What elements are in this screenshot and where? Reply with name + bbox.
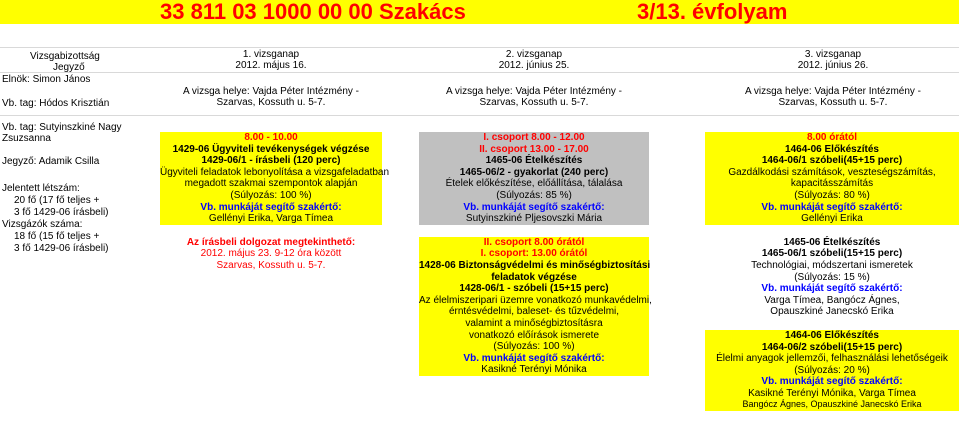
candidates-count: 3 fő 1429-06 írásbeli) [14, 243, 109, 254]
exam-description: megadott szakmai szempontok alapján [184, 178, 358, 190]
group-time: II. csoport 8.00 órától [483, 236, 585, 248]
reported-count: 3 fő 1429-06 írásbeli) [14, 207, 109, 218]
reported-count-label: Jelentett létszám: [2, 183, 80, 194]
exam-type: 1464-06/1 szóbeli(45+15 perc) [761, 155, 903, 167]
day1-exam-block [160, 132, 390, 272]
committee-heading: Vizsgabizottság [30, 51, 100, 62]
module-title: 1465-06 Ételkészítés [783, 236, 881, 248]
exam-location: A vizsga helye: Vajda Péter Intézmény - Szarvas, Kossuth u. 5-7. [182, 86, 359, 108]
exam-description: vonatkozó előírások ismerete [468, 329, 600, 341]
group-time: I. csoport 8.00 - 12.00 [483, 132, 585, 143]
module-title: 1464-06 Előkészítés [785, 143, 879, 155]
expert-names: Gellényi Erika [801, 213, 863, 225]
expert-names: Varga Tímea, Bangócz Ágnes, [764, 294, 900, 306]
weighting: (Súlyozás: 85 %) [496, 189, 572, 201]
review-note: Az írásbeli dolgozat megtekinthető: [186, 236, 356, 248]
clerk-name: Jegyző: Adamik Csilla [2, 156, 100, 167]
expert-names: Kasikné Terényi Mónika, Varga Tímea [748, 387, 916, 399]
review-note: 2012. május 23. 9-12 óra között [200, 248, 342, 260]
review-note: Szarvas, Kossuth u. 5-7. [216, 259, 326, 271]
expert-label: Vb. munkáját segítő szakértő: [200, 201, 342, 213]
group-time: I. csoport: 13.00 órától [480, 248, 588, 260]
weighting: (Súlyozás: 100 %) [493, 341, 575, 353]
exam-description: Élelmi anyagok jellemzői, felhasználási lehetőségeik [716, 353, 948, 365]
module-title: 1465-06 Ételkészítés [485, 155, 583, 167]
day-header: 1. vizsganap 2012. május 16. [235, 49, 307, 71]
exam-description: kapacitásszámítás [790, 178, 874, 190]
expert-label: Vb. munkáját segítő szakértő: [761, 376, 903, 388]
candidates-label: Vizsgázók száma: [2, 219, 83, 230]
qualification-title: 33 811 03 1000 00 00 Szakács [160, 0, 466, 24]
member-name: Zsuzsanna [2, 133, 51, 144]
exam-description: Ügyviteli feladatok lebonyolítása a vizsgafeladatban [160, 166, 390, 178]
exam-description: Technológiai, módszertani ismeretek [751, 259, 913, 271]
expert-names: Kasikné Terényi Mónika [481, 364, 587, 376]
exam-time: 8.00 - 10.00 [244, 132, 298, 143]
day-header: 2. vizsganap 2012. június 25. [498, 49, 570, 71]
weighting: (Súlyozás: 15 %) [794, 271, 870, 283]
exam-type: 1465-06/1 szóbeli(15+15 perc) [761, 248, 903, 260]
expert-names: Gellényi Erika, Varga Tímea [208, 213, 334, 225]
group-time: II. csoport 13.00 - 17.00 [479, 143, 589, 155]
exam-description: valamint a minőségbiztosításra [465, 317, 603, 329]
exam-type: 1465-06/2 - gyakorlat (240 perc) [459, 166, 609, 178]
exam-description: Ételek előkészítése, előállítása, tálalása [445, 178, 623, 190]
module-title: 1464-06 Előkészítés [785, 329, 879, 341]
expert-label: Vb. munkáját segítő szakértő: [463, 352, 605, 364]
exam-location: A vizsga helye: Vajda Péter Intézmény - Szarvas, Kossuth u. 5-7. [445, 86, 622, 108]
expert-label: Vb. munkáját segítő szakértő: [463, 201, 605, 213]
member-name: Vb. tag: Hódos Krisztián [2, 98, 110, 109]
day3-exam-block [705, 132, 959, 411]
expert-label: Vb. munkáját segítő szakértő: [761, 201, 903, 213]
grid-line [0, 115, 959, 116]
title-banner [0, 0, 959, 24]
grid-line [0, 72, 959, 73]
exam-location: A vizsga helye: Vajda Péter Intézmény - Szarvas, Kossuth u. 5-7. [744, 86, 921, 108]
module-title: feladatok végzése [491, 271, 577, 283]
year-title: 3/13. évfolyam [637, 0, 788, 24]
expert-label: Vb. munkáját segítő szakértő: [761, 283, 903, 295]
candidates-count: 18 fő (15 fő teljes + [14, 231, 100, 242]
clerk-heading: Jegyző [53, 62, 85, 73]
exam-type: 1428-06/1 - szóbeli (15+15 perc) [459, 283, 609, 295]
weighting: (Súlyozás: 100 %) [230, 189, 312, 201]
module-title: 1429-06 Ügyviteli tevékenységek végzése [172, 143, 370, 155]
weighting: (Súlyozás: 20 %) [794, 364, 870, 376]
reported-count: 20 fő (17 fő teljes + [14, 195, 100, 206]
exam-type: 1429-06/1 - írásbeli (120 perc) [201, 155, 341, 167]
day2-exam-block [419, 132, 652, 376]
member-name: Vb. tag: Sutyinszkiné Nagy [2, 122, 122, 133]
exam-time: 8.00 órától [806, 132, 858, 143]
exam-description: Gazdálkodási számítások, veszteségszámítás, [728, 166, 936, 178]
module-title: 1428-06 Biztonságvédelmi és minőségbiztosítási [419, 259, 651, 271]
weighting: (Súlyozás: 80 %) [794, 189, 870, 201]
expert-names: Bangócz Ágnes, Opauszkiné Janecskó Erika [742, 399, 922, 410]
day-header: 3. vizsganap 2012. június 26. [797, 49, 869, 71]
exam-description: érntésvédelmi, baleset- és tűzvédelmi, [448, 306, 620, 318]
exam-description: Az élelmiszeripari üzemre vonatkozó munkavédelmi, [419, 294, 652, 306]
expert-names: Opauszkiné Janecskó Erika [770, 306, 894, 318]
expert-names: Sutyinszkiné Pljesovszki Mária [465, 213, 603, 225]
exam-type: 1464-06/2 szóbeli(15+15 perc) [761, 341, 903, 353]
chair-name: Elnök: Simon János [2, 74, 91, 85]
grid-line [0, 47, 959, 48]
